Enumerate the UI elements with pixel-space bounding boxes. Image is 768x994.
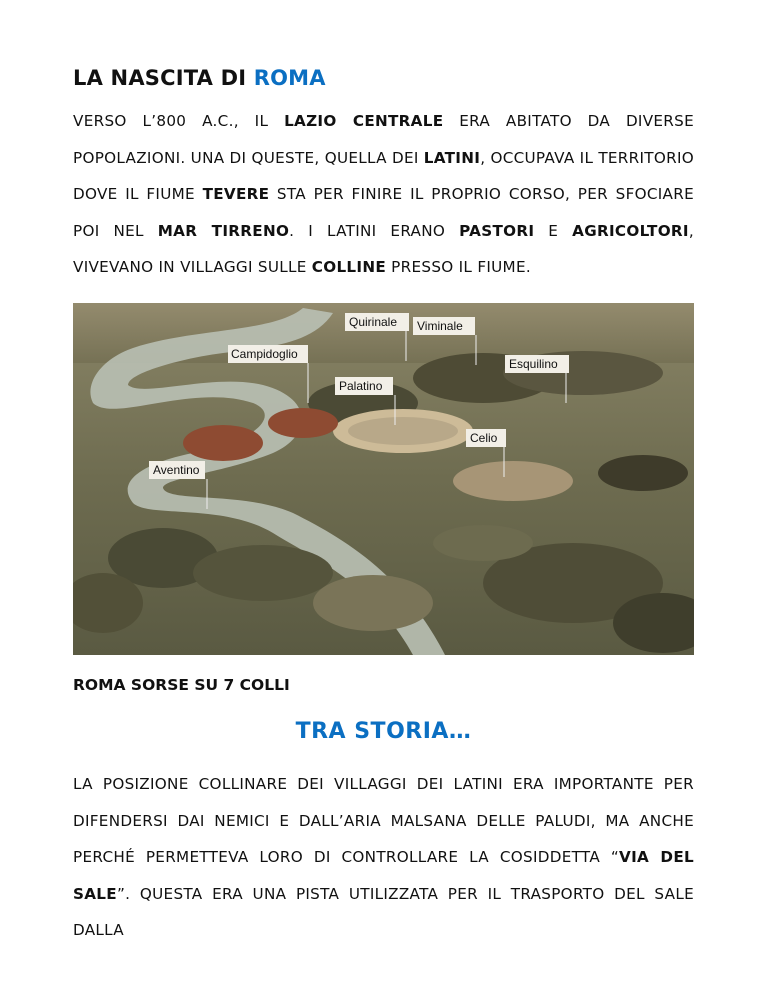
text-run: STA PER FINIRE IL PROPRIO CORSO, PER SFOCIARE POI NEL (73, 185, 694, 240)
map-label-quirinale-text: Quirinale (349, 315, 398, 329)
text-run: E (534, 221, 573, 240)
bold-term: PASTORI (459, 221, 535, 240)
text-run: , VIVEVANO IN VILLAGGI SULLE (73, 221, 694, 276)
seven-hills-map-image (73, 303, 694, 655)
page-title (73, 66, 326, 90)
bold-term: AGRICOLTORI (572, 221, 689, 240)
map-label-esquilino-text: Esquilino (509, 357, 558, 371)
map-label-campidoglio-text: Campidoglio (231, 347, 298, 361)
bold-term: LATINI (423, 148, 481, 167)
text-run: ERA ABITATO DA DIVERSE POPOLAZIONI. UNA DI QUESTE, QUELLA DEI (73, 112, 694, 167)
text-run: PRESSO IL FIUME. (386, 258, 531, 276)
text-run: . I LATINI ERANO (289, 221, 460, 240)
title-prefix: LA NASCITA DI (73, 66, 254, 90)
section-title: TRA STORIA… (295, 719, 472, 744)
text-run: LA POSIZIONE COLLINARE DEI VILLAGGI DEI LATINI ERA IMPORTANTE PER DIFENDERSI DAI NEMICI E DALL’ARIA MALSANA DELLE PALUDI, MA ANCHE PERCHÉ PERMETTEVA LORO DI CONTROLLARE LA COSIDDETTA “ (73, 775, 694, 866)
map-label-viminale-text: Viminale (417, 319, 463, 333)
map-label-palatino-text: Palatino (339, 379, 383, 393)
map-label-aventino-text: Aventino (153, 463, 200, 477)
title-highlight: ROMA (253, 66, 326, 90)
text-run: VERSO L’800 A.C., IL (73, 112, 285, 130)
body-paragraph (73, 766, 694, 949)
bold-term: MAR TIRRENO (157, 221, 290, 240)
map-label-celio-text: Celio (470, 431, 498, 445)
figure-caption: ROMA SORSE SU 7 COLLI (73, 676, 290, 694)
bold-term: COLLINE (311, 258, 387, 276)
bold-term: VIA DEL SALE (73, 848, 694, 903)
intro-paragraph (73, 103, 694, 286)
bold-term: LAZIO CENTRALE (284, 112, 444, 130)
bold-term: TEVERE (202, 185, 270, 203)
text-run: , OCCUPAVA IL TERRITORIO DOVE IL FIUME (73, 148, 695, 203)
text-run: ”. QUESTA ERA UNA PISTA UTILIZZATA PER IL TRASPORTO DEL SALE DALLA (73, 884, 694, 939)
